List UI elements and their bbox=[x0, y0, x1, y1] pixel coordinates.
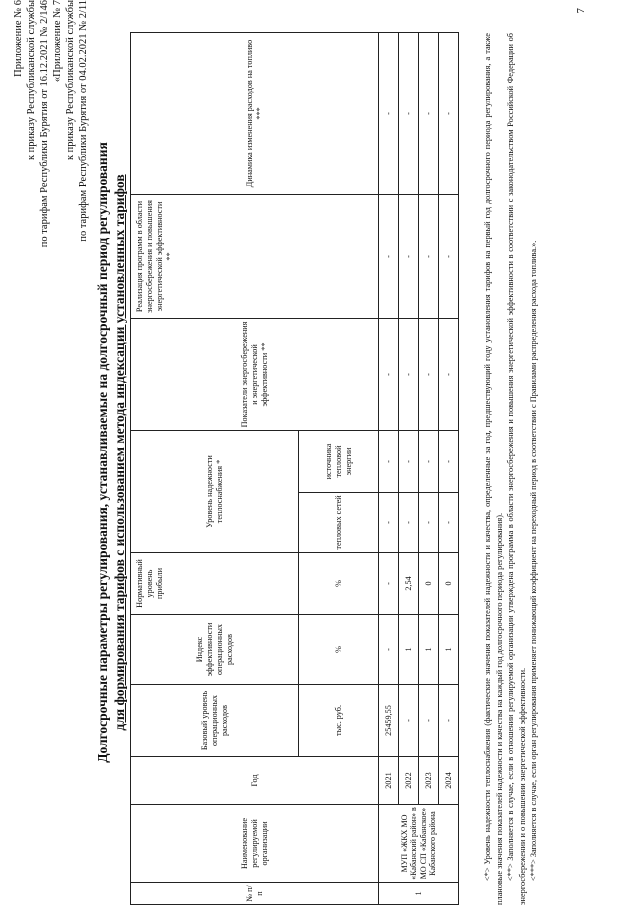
row-number: 1 bbox=[379, 883, 459, 905]
src-cell: - bbox=[399, 431, 419, 493]
table-row bbox=[379, 33, 399, 905]
profit-cell: 2,54 bbox=[399, 553, 419, 615]
header-line-2: к приказу Республиканской службы bbox=[26, 0, 37, 161]
energy-cell: - bbox=[419, 319, 439, 431]
net-cell: - bbox=[439, 493, 459, 553]
dynamics-cell: - bbox=[399, 33, 419, 195]
title-line-1: Долгосрочные параметры регулирования, устанавливаемые на долгосрочный период регулирования bbox=[95, 142, 110, 763]
header-profit: Нормативный уровень прибыли bbox=[131, 553, 299, 615]
org-name: МУП «ЖКХ МО «Кабанский район» в МО СП «Кабанское» Кабанского района bbox=[379, 805, 459, 883]
index-cell: 1 bbox=[419, 615, 439, 685]
base-cell: - bbox=[439, 685, 459, 757]
header-rel-networks: тепловых сетей bbox=[299, 493, 379, 553]
header-line-5: к приказу Республиканской службы bbox=[65, 0, 76, 161]
parameters-table bbox=[130, 32, 459, 905]
footnotes bbox=[482, 33, 540, 905]
net-cell: - bbox=[379, 493, 399, 553]
header-reliability: Уровень надежности теплоснабжения * bbox=[131, 431, 299, 553]
base-cell: - bbox=[419, 685, 439, 757]
year-cell: 2023 bbox=[419, 757, 439, 805]
net-cell: - bbox=[399, 493, 419, 553]
document-title bbox=[94, 0, 128, 905]
src-cell: - bbox=[379, 431, 399, 493]
profit-cell: 0 bbox=[419, 553, 439, 615]
base-cell: 25459,55 bbox=[379, 685, 399, 757]
header-org: Наименование регулируемой организации bbox=[131, 805, 379, 883]
year-cell: 2024 bbox=[439, 757, 459, 805]
net-cell: - bbox=[419, 493, 439, 553]
header-line-6: по тарифам Республики Бурятия от 04.02.2021 № 2/11 bbox=[78, 0, 89, 242]
appendix-header bbox=[12, 0, 90, 420]
footnote-reliability: <*> Уровень надежности теплоснабжения (фактические значения показателей надежности и качества, определенные за год, предшествующий году установления тарифов на первый год долгосрочного периода регулирования, а также плановые значения показателей надежности и качества на каждый год долгосрочного периода регулирования). bbox=[483, 33, 504, 905]
title-line-2: для формирования тарифов с использованием метода индексации установленных тарифов bbox=[112, 174, 127, 731]
header-line-4: «Приложение № 7 bbox=[52, 0, 63, 83]
unit-base: тыс. руб. bbox=[299, 685, 379, 757]
program-cell: - bbox=[379, 195, 399, 319]
header-fuel-dynamics: Динамика изменения расходов на топливо *** bbox=[131, 33, 379, 195]
header-number: № п/п bbox=[131, 883, 379, 905]
energy-cell: - bbox=[399, 319, 419, 431]
src-cell: - bbox=[419, 431, 439, 493]
dynamics-cell: - bbox=[419, 33, 439, 195]
header-program: Реализация программ в области энергосбережения и повышения энергетической эффективности ** bbox=[131, 195, 379, 319]
unit-index: % bbox=[299, 615, 379, 685]
program-cell: - bbox=[439, 195, 459, 319]
index-cell: - bbox=[379, 615, 399, 685]
unit-profit: % bbox=[299, 553, 379, 615]
table-row bbox=[399, 33, 419, 905]
table-row bbox=[439, 33, 459, 905]
index-cell: 1 bbox=[439, 615, 459, 685]
header-line-1: Приложение № 6 bbox=[13, 0, 24, 77]
header-line-3: по тарифам Республики Бурятия от 16.12.2021 № 2/146 bbox=[39, 0, 50, 248]
program-cell: - bbox=[419, 195, 439, 319]
energy-cell: - bbox=[379, 319, 399, 431]
profit-cell: 0 bbox=[439, 553, 459, 615]
energy-cell: - bbox=[439, 319, 459, 431]
index-cell: 1 bbox=[399, 615, 419, 685]
year-cell: 2021 bbox=[379, 757, 399, 805]
header-energy-saving: Показатели энергосбережения и энергетической эффективности ** bbox=[131, 319, 379, 431]
page-number: 7 bbox=[575, 8, 587, 14]
footnote-fuel: <***> Заполняется в случае, если орган регулирования применяет понижающий коэффициент на переходный период в соответствии с Правилами распределения расхода топлива.». bbox=[529, 240, 538, 881]
footnote-energy-program: <**> Заполняется в случае, если в отношении регулируемой организации утверждена программа в области энергосбережения и повышения энергетической эффективности в соответствии с законодательством Российской Федерации об энергосбережении и о повышении энергетической эффективности. bbox=[506, 33, 527, 905]
header-rel-source: источника тепловой энергии bbox=[299, 431, 379, 493]
profit-cell: - bbox=[379, 553, 399, 615]
base-cell: - bbox=[399, 685, 419, 757]
year-cell: 2022 bbox=[399, 757, 419, 805]
program-cell: - bbox=[399, 195, 419, 319]
header-base-level: Базовый уровень операционных расходов bbox=[131, 685, 299, 757]
dynamics-cell: - bbox=[379, 33, 399, 195]
dynamics-cell: - bbox=[439, 33, 459, 195]
table-row bbox=[419, 33, 439, 905]
header-year: Год bbox=[131, 757, 379, 805]
src-cell: - bbox=[439, 431, 459, 493]
header-efficiency-index: Индекс эффективности операционных расходов bbox=[131, 615, 299, 685]
